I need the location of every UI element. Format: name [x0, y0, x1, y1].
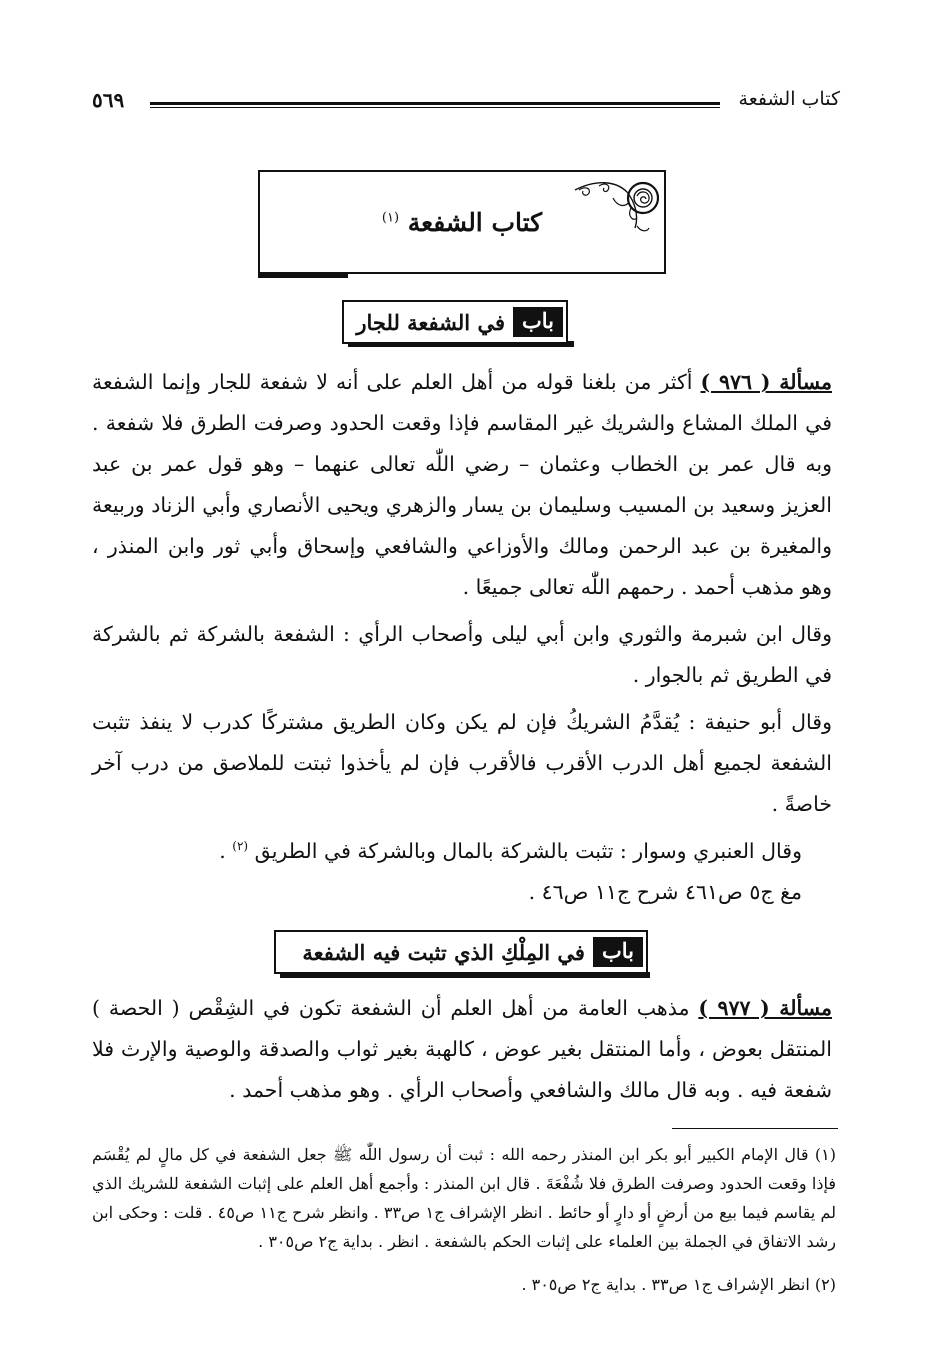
paragraph-anbari-tail: . — [219, 838, 233, 863]
book-title-text: كتاب الشفعة — [407, 208, 543, 237]
footnote-2-text: (٢) انظر الإشراف ج١ ص٣٣ . بداية ج٢ ص٣٠٥ . — [521, 1275, 836, 1294]
header-rule — [150, 102, 720, 108]
footnote-1 — [92, 1140, 836, 1256]
chapter-1-title: في الشفعة للجار — [356, 309, 505, 335]
page-number: ٥٦٩ — [92, 88, 125, 112]
paragraph-anbari — [92, 826, 832, 872]
issue-number-976: مسألة ( ٩٧٦ ) — [700, 370, 832, 394]
floral-scroll-ornament-icon — [565, 176, 665, 236]
running-header-title: كتاب الشفعة — [738, 88, 840, 110]
paragraph-977-text: مذهب العامة من أهل العلم أن الشفعة تكون في الشِقْص ( الحصة ) المنتقل بعوض ، وأما المنتقل بغير عوض ، كالهبة بغير ثواب والصدقة والوصية والإرث فلا شفعة فيه . وبه قال مالك والشافعي وأصحاب الرأي . وهو مذهب أحمد . — [92, 996, 832, 1102]
issue-number-977: مسألة ( ٩٧٧ ) — [698, 996, 832, 1020]
chapter-1-heading — [342, 300, 568, 344]
paragraph-976 — [92, 362, 832, 608]
footnote-2 — [92, 1270, 836, 1299]
source-reference — [92, 872, 832, 913]
source-reference-text: مغ ج٥ ص٤٦١ شرح ج١١ ص٤٦ . — [528, 880, 802, 904]
paragraph-ibn-shubruma-text: وقال ابن شبرمة والثوري وابن أبي ليلى وأصحاب الرأي : الشفعة بالشركة ثم بالشركة في الطريق ثم بالجوار . — [92, 622, 832, 687]
chapter-2-title: في المِلْكِ الذي تثبت فيه الشفعة — [302, 939, 585, 965]
footnote-1-text: (١) قال الإمام الكبير أبو بكر ابن المنذر رحمه الله : ثبت أن رسول اللّٰه ﷺ جعل الشفعة في كل مالٍ لم يُقْسَم فإذا وقعت الحدود وصرفت الطرق فلا شُفْعَةَ . قال ابن المنذر : وأجمع أهل العلم على إثبات الشفعة للشريك الذي لم يقاسم فيما بيع من أرضٍ أو دارٍ أو حائط . انظر الإشراف ج١ ص٣٣ . وانظر شرح ج١١ ص٤٥ . قلت : وحكى ابن رشد الاتفاق في الجملة بين العلماء على إثبات الحكم بالشفعة . انظر . بداية ج٢ ص٣٠٥ . — [92, 1145, 836, 1251]
book-title-note-ref: (١) — [381, 210, 400, 226]
footnote-ref-2: (٢) — [232, 839, 249, 853]
paragraph-abu-hanifa — [92, 702, 832, 825]
chapter-1-tag: باب — [513, 307, 563, 337]
paragraph-abu-hanifa-text: وقال أبو حنيفة : يُقدَّمُ الشريكُ فإن لم يكن وكان الطريق مشتركًا كدرب لا ينفذ تثبت الشفعة لجميع أهل الدرب الأقرب فالأقرب فإن لم يأخذوا ثبتت للملاصق من درب آخر خاصةً . — [92, 710, 832, 816]
chapter-2-tag: باب — [593, 937, 643, 967]
footnote-rule — [672, 1128, 838, 1129]
paragraph-977 — [92, 988, 832, 1111]
paragraph-ibn-shubruma — [92, 614, 832, 696]
paragraph-anbari-text: وقال العنبري وسوار : تثبت بالشركة بالمال وبالشركة في الطريق — [254, 838, 802, 863]
running-header — [92, 88, 840, 118]
paragraph-976-text: أكثر من بلغنا قوله من أهل العلم على أنه لا شفعة للجار وإنما الشفعة في الملك المشاع والشريك غير المقاسم فإذا وقعت الحدود وصرفت الطرق فلا شفعة . وبه قال عمر بن الخطاب وعثمان – رضي اللّٰه تعالى عنهما – وهو قول عمر بن عبد العزيز وسعيد بن المسيب وسليمان بن يسار والزهري ويحيى الأنصاري وأبي الزناد وربيعة والمغيرة بن عبد الرحمن ومالك والأوزاعي والشافعي وإسحاق وأبي ثور وابن المنذر ، وهو مذهب أحمد . رحمهم اللّٰه تعالى جميعًا . — [92, 370, 832, 599]
book-title-box-shadow — [258, 272, 348, 278]
chapter-2-heading — [274, 930, 648, 974]
